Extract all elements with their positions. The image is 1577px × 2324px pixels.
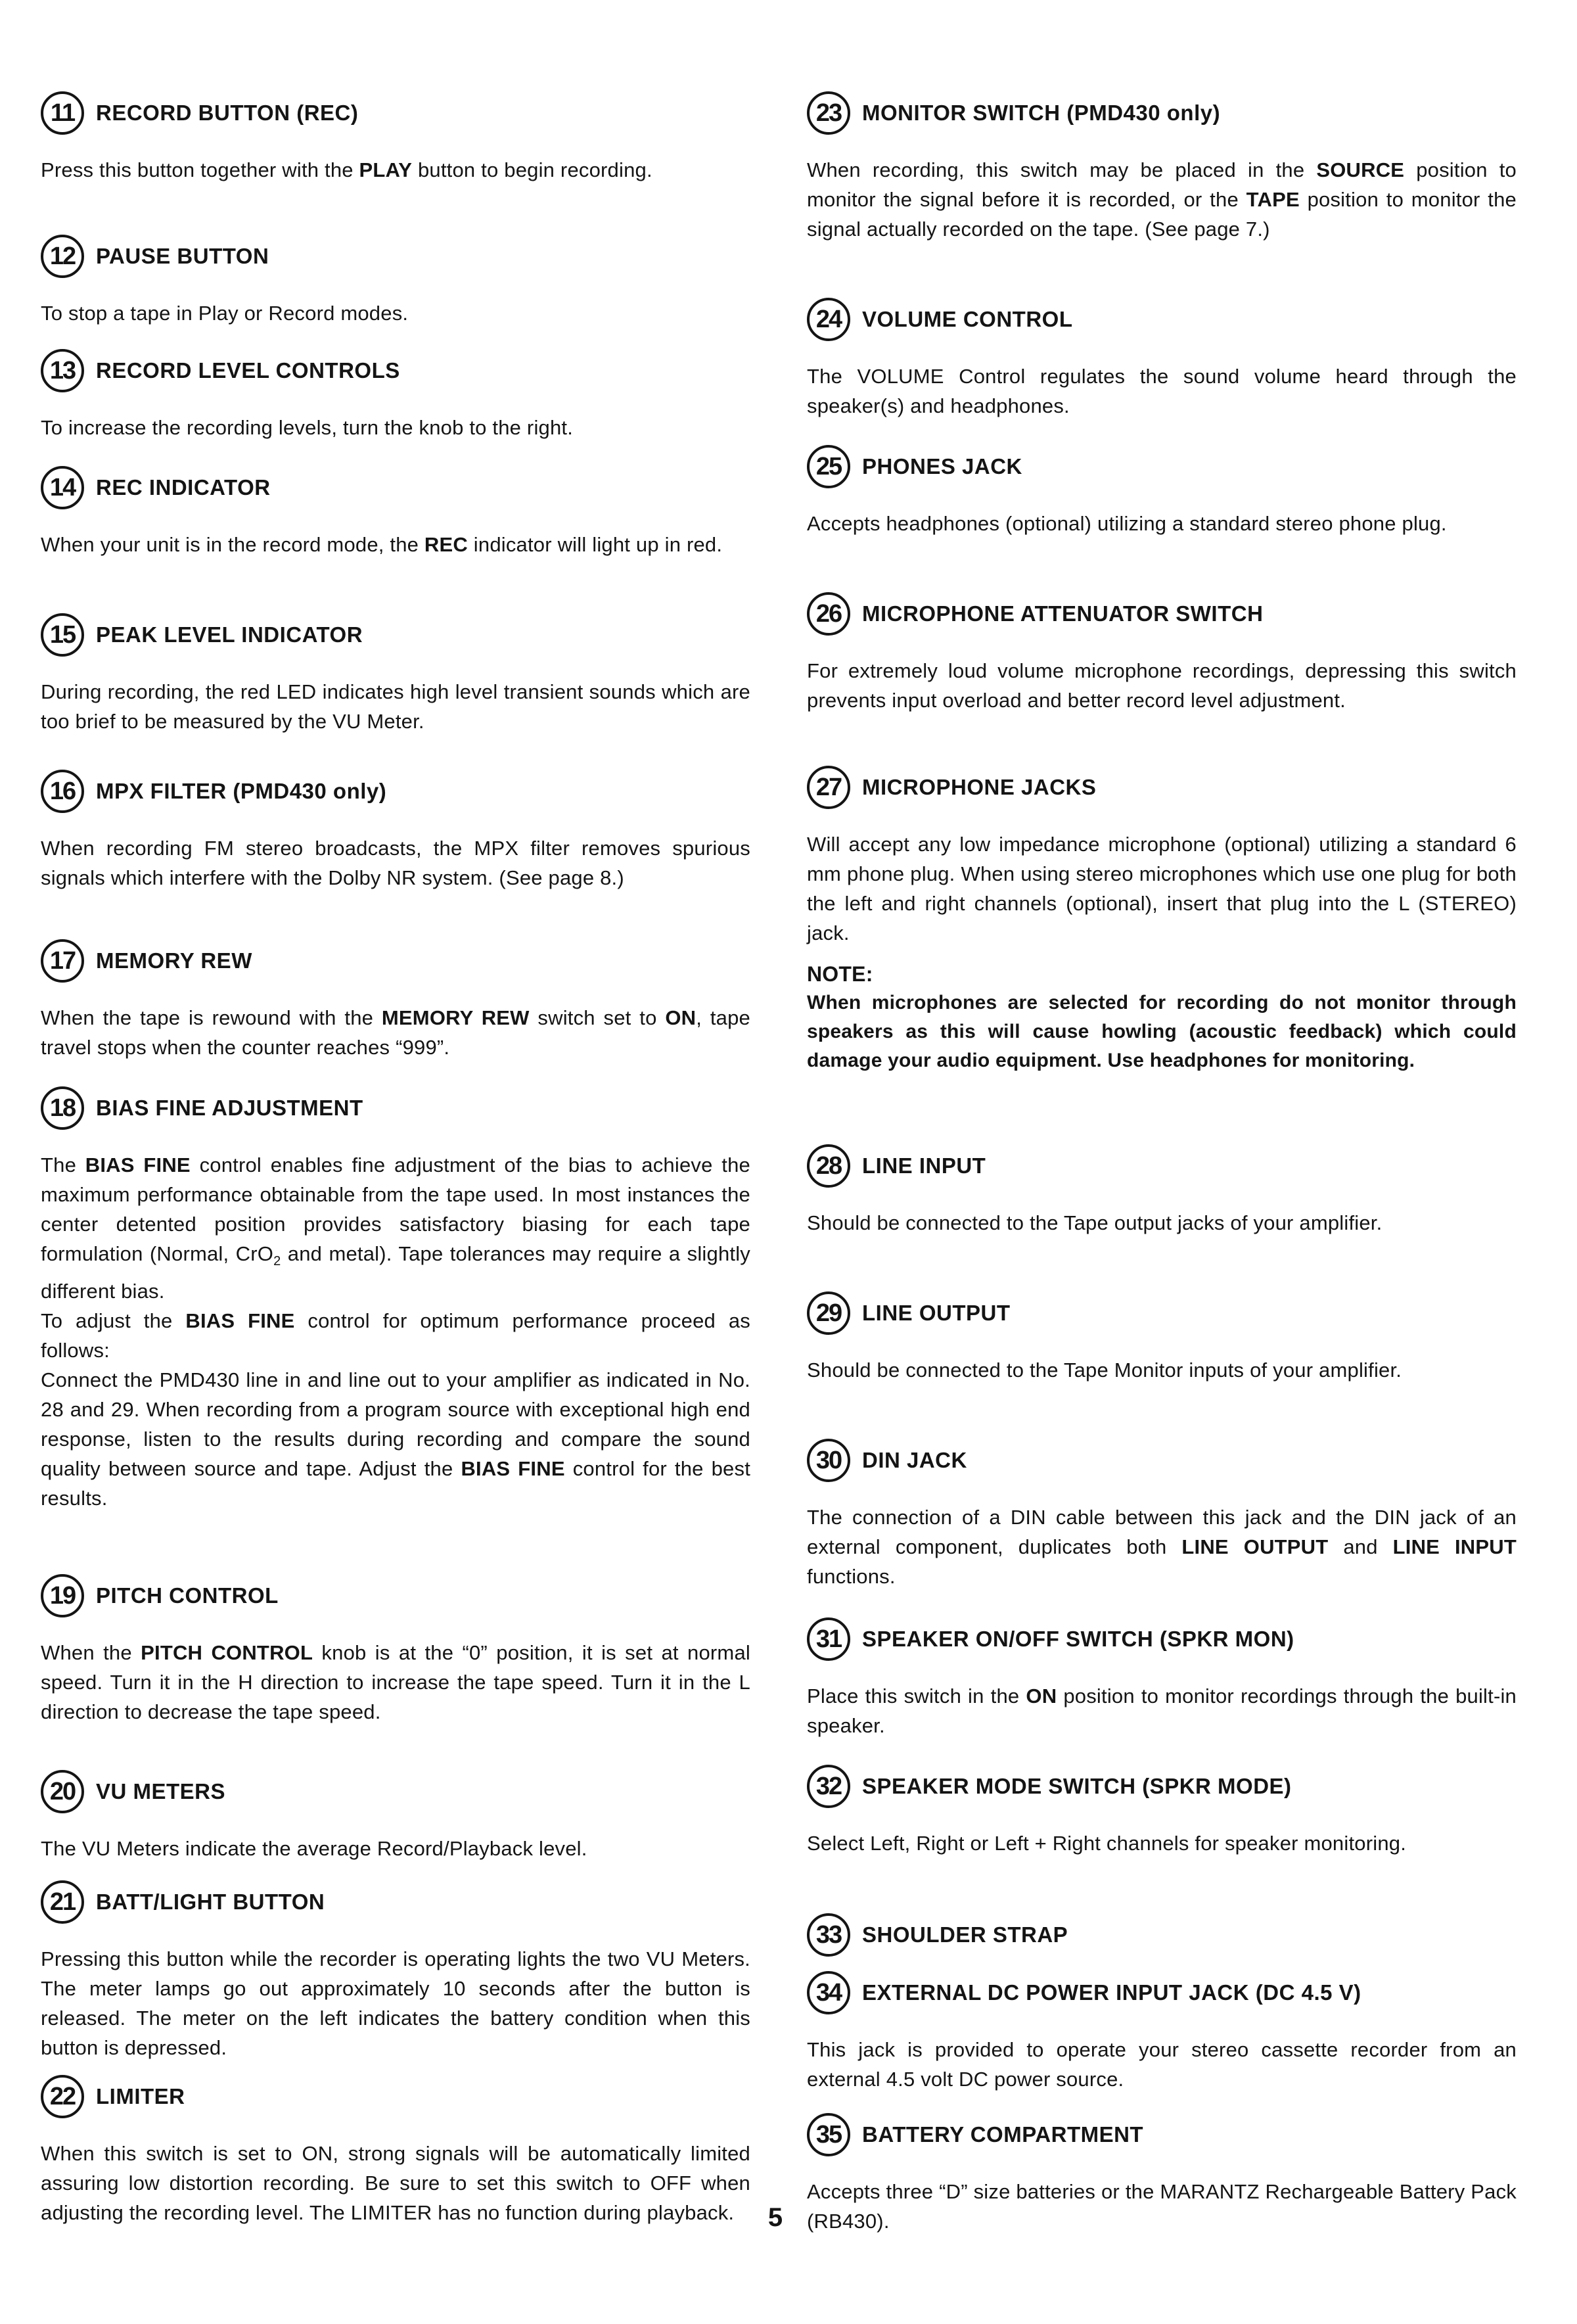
- circled-number-11-icon: 11: [41, 91, 84, 135]
- body-bold-text: BIAS FINE: [85, 1153, 191, 1176]
- section-body: This jack is provided to operate your stereo cassette recorder from an external 4.5 volt DC power source.: [807, 2038, 1517, 2091]
- note-title: NOTE:: [807, 962, 873, 986]
- section-heading: [41, 231, 750, 281]
- section-body: For extremely loud volume microphone recordings, depressing this switch prevents input overload and better record level adjustment.: [807, 659, 1517, 712]
- body-bold-text: PITCH CONTROL: [141, 1641, 313, 1664]
- body-text: switch set to: [529, 1006, 666, 1029]
- circled-number-14-icon: 14: [41, 466, 84, 509]
- right-column: [807, 0, 1517, 2324]
- body-bold-text: LINE: [1181, 1535, 1229, 1558]
- body-text: , tape travel stops when the counter reaches “999”.: [41, 1006, 750, 1059]
- circled-number-24-icon: 24: [807, 298, 850, 341]
- circled-number-29-icon: 29: [807, 1291, 850, 1335]
- circled-number-15-icon: 15: [41, 613, 84, 657]
- section-title: PAUSE BUTTON: [96, 244, 269, 268]
- circled-number-18-icon: 18: [41, 1086, 84, 1130]
- section-16: [41, 766, 750, 893]
- body-text: Press this button together with the: [41, 158, 359, 181]
- section-body: Accepts headphones (optional) utilizing a standard stereo phone plug.: [807, 512, 1447, 535]
- section-heading: [807, 762, 1517, 812]
- circled-number-19-icon: 19: [41, 1574, 84, 1617]
- body-bold-text: ON: [665, 1006, 697, 1029]
- section-body: To increase the recording levels, turn the knob to the right.: [41, 416, 574, 439]
- section-heading: [41, 1767, 750, 1817]
- section-title: RECORD LEVEL CONTROLS: [96, 358, 400, 383]
- circled-number-13-icon: 13: [41, 349, 84, 392]
- section-30: [807, 1435, 1517, 1591]
- section-body: To stop a tape in Play or Record modes.: [41, 302, 409, 325]
- circled-number-35-icon: 35: [807, 2113, 850, 2156]
- section-body: [41, 530, 750, 559]
- body-bold-text: OUTPUT: [1243, 1535, 1329, 1558]
- section-12: [41, 231, 750, 328]
- section-heading: [41, 2072, 750, 2122]
- body-text: Place this switch in the: [807, 1685, 1026, 1708]
- paragraph: [41, 1150, 750, 1306]
- body-text: position to monitor the signal before it is recorded, or the: [807, 158, 1517, 211]
- section-title: SPEAKER MODE SWITCH (SPKR MODE): [862, 1774, 1292, 1798]
- section-35: [807, 2110, 1517, 2236]
- section-34: [807, 1968, 1517, 2094]
- section-heading: [807, 1614, 1517, 1664]
- section-title: SPEAKER ON/OFF SWITCH (SPKR MON): [862, 1627, 1294, 1651]
- body-bold-text: BIAS FINE: [185, 1309, 295, 1333]
- paragraph: Will accept any low impedance microphone (optional) utilizing a standard 6 mm phone plug. When using stereo microphones which use one plug for both the left and right channels (optional), insert that plug into the L (STEREO) jack.: [807, 833, 1517, 944]
- section-title: MEMORY REW: [96, 948, 252, 973]
- body-bold-text: SOURCE: [1316, 158, 1405, 181]
- section-title: PEAK LEVEL INDICATOR: [96, 622, 363, 647]
- section-body: The VU Meters indicate the average Record/Playback level.: [41, 1837, 587, 1860]
- section-33: [807, 1910, 1517, 1960]
- section-body: Accepts three “D” size batteries or the MARANTZ Rechargeable Battery Pack (RB430).: [807, 2180, 1517, 2233]
- section-title: BIAS FINE ADJUSTMENT: [96, 1096, 363, 1120]
- section-heading: [807, 442, 1517, 492]
- circled-number-22-icon: 22: [41, 2075, 84, 2118]
- circled-number-26-icon: 26: [807, 592, 850, 636]
- body-text: Connect the PMD430 line in and line out to your amplifier as indicated in No. 28 and 29. When recording from a program source with exceptional high end response, listen to the results during recording and compare the sound quality between source and tape. Adjust the: [41, 1368, 750, 1481]
- body-bold-text: PLAY: [359, 158, 413, 181]
- circled-number-31-icon: 31: [807, 1617, 850, 1661]
- left-column: [41, 0, 750, 2324]
- body-bold-text: LINE INPUT: [1392, 1535, 1517, 1558]
- section-body: [41, 155, 750, 185]
- section-24: [807, 294, 1517, 421]
- section-18: [41, 1083, 750, 1513]
- section-title: BATT/LIGHT BUTTON: [96, 1890, 325, 1914]
- paragraph: [41, 1306, 750, 1365]
- circled-number-21-icon: 21: [41, 1880, 84, 1924]
- body-bold-text: BIAS FINE: [461, 1457, 565, 1481]
- circled-number-12-icon: 12: [41, 235, 84, 278]
- section-title: BATTERY COMPARTMENT: [862, 2122, 1144, 2147]
- section-body: When recording FM stereo broadcasts, the MPX filter removes spurious signals which interfere with the Dolby NR system. (See page 8.): [41, 837, 750, 889]
- section-11: [41, 88, 750, 185]
- subscript: 2: [273, 1254, 281, 1269]
- section-title: MICROPHONE ATTENUATOR SWITCH: [862, 601, 1264, 626]
- section-heading: [807, 1141, 1517, 1191]
- section-heading: [807, 589, 1517, 639]
- section-heading: [807, 88, 1517, 138]
- body-text: The: [41, 1153, 85, 1176]
- section-body: [807, 829, 1517, 1075]
- circled-number-20-icon: 20: [41, 1770, 84, 1813]
- body-bold-text: TAPE: [1246, 188, 1300, 211]
- section-heading: [41, 936, 750, 986]
- circled-number-23-icon: 23: [807, 91, 850, 135]
- section-body: [41, 1003, 750, 1062]
- section-29: [807, 1288, 1517, 1385]
- section-19: [41, 1571, 750, 1727]
- section-title: VOLUME CONTROL: [862, 307, 1073, 331]
- section-title: LIMITER: [96, 2084, 185, 2108]
- body-text: The connection of a DIN cable between this jack and the DIN jack of an external component, duplicates both: [807, 1506, 1517, 1558]
- section-heading: [807, 1910, 1517, 1960]
- body-bold-text: ON: [1026, 1685, 1057, 1708]
- body-bold-text: MEMORY REW: [381, 1006, 530, 1029]
- section-title: LINE OUTPUT: [862, 1301, 1011, 1325]
- section-body: [41, 1150, 750, 1513]
- body-text: and metal). Tape tolerances may require a slightly different bias.: [41, 1242, 750, 1303]
- body-text: position to monitor recordings through the built-in speaker.: [807, 1685, 1517, 1737]
- page-number: 5: [767, 2203, 783, 2232]
- section-20: [41, 1767, 750, 1863]
- section-body: Select Left, Right or Left + Right channels for speaker monitoring.: [807, 1832, 1407, 1855]
- circled-number-32-icon: 32: [807, 1765, 850, 1808]
- section-body: Should be connected to the Tape output jacks of your amplifier.: [807, 1211, 1383, 1234]
- body-text: [1229, 1535, 1244, 1558]
- circled-number-25-icon: 25: [807, 445, 850, 488]
- circled-number-33-icon: 33: [807, 1913, 850, 1957]
- section-body: The VOLUME Control regulates the sound volume heard through the speaker(s) and headphones.: [807, 365, 1517, 417]
- section-heading: [807, 294, 1517, 344]
- section-22: [41, 2072, 750, 2227]
- section-heading: [807, 1968, 1517, 2018]
- circled-number-28-icon: 28: [807, 1144, 850, 1188]
- section-title: DIN JACK: [862, 1448, 967, 1472]
- section-23: [807, 88, 1517, 244]
- body-text: and: [1328, 1535, 1393, 1558]
- body-bold-text: REC: [424, 533, 468, 556]
- section-body: Pressing this button while the recorder is operating lights the two VU Meters. The meter lamps go out approximately 10 seconds after the button is released. The meter on the left indicates the battery condition when this button is depressed.: [41, 1947, 750, 2059]
- body-text: functions.: [807, 1565, 896, 1588]
- section-15: [41, 610, 750, 736]
- section-title: LINE INPUT: [862, 1153, 986, 1178]
- circled-number-34-icon: 34: [807, 1971, 850, 2014]
- section-title: SHOULDER STRAP: [862, 1922, 1068, 1947]
- section-26: [807, 589, 1517, 715]
- section-title: RECORD BUTTON (REC): [96, 101, 359, 125]
- body-text: To adjust the: [41, 1309, 186, 1333]
- body-text: knob is at the “0” position, it is set at normal speed. Turn it in the H direction to increase the tape speed. Turn it in the L direction to decrease the tape speed.: [41, 1641, 750, 1723]
- body-text: When the: [41, 1641, 141, 1664]
- section-21: [41, 1877, 750, 2062]
- section-heading: [41, 610, 750, 660]
- body-text: button to begin recording.: [412, 158, 652, 181]
- circled-number-27-icon: 27: [807, 766, 850, 809]
- section-title: PHONES JACK: [862, 454, 1022, 478]
- section-heading: [807, 2110, 1517, 2160]
- body-text: control enables fine adjustment of the bias to achieve the maximum performance obtainable from the tape used. In most instances the center detented position provides satisfactory biasing for each tape formulation (Normal, CrO: [41, 1153, 750, 1265]
- body-text: control for the best results.: [41, 1457, 751, 1510]
- section-17: [41, 936, 750, 1062]
- circled-number-30-icon: 30: [807, 1439, 850, 1482]
- section-31: [807, 1614, 1517, 1740]
- section-body: During recording, the red LED indicates high level transient sounds which are too brief to be measured by the VU Meter.: [41, 680, 750, 733]
- section-heading: [41, 1877, 750, 1927]
- section-heading: [807, 1288, 1517, 1338]
- section-heading: [41, 1083, 750, 1133]
- section-heading: [41, 346, 750, 396]
- section-title: PITCH CONTROL: [96, 1583, 279, 1608]
- section-body: [807, 1681, 1517, 1740]
- section-body: [41, 1638, 750, 1727]
- circled-number-16-icon: 16: [41, 770, 84, 813]
- body-text: When recording, this switch may be placed in the: [807, 158, 1317, 181]
- section-body: [807, 155, 1517, 244]
- section-title: REC INDICATOR: [96, 475, 271, 500]
- paragraph: [41, 1365, 750, 1513]
- section-32: [807, 1761, 1517, 1858]
- note-body: When microphones are selected for recording do not monitor through speakers as this will cause howling (acoustic feedback) which could damage your audio equipment. Use headphones for monitoring.: [807, 992, 1517, 1071]
- section-body: Should be connected to the Tape Monitor inputs of your amplifier.: [807, 1359, 1402, 1382]
- section-heading: [41, 88, 750, 138]
- section-title: MONITOR SWITCH (PMD430 only): [862, 101, 1221, 125]
- section-heading: [41, 463, 750, 513]
- section-title: EXTERNAL DC POWER INPUT JACK (DC 4.5 V): [862, 1980, 1361, 2005]
- section-13: [41, 346, 750, 442]
- section-title: MPX FILTER (PMD430 only): [96, 779, 387, 803]
- circled-number-17-icon: 17: [41, 939, 84, 983]
- section-heading: [41, 766, 750, 816]
- body-text: When your unit is in the record mode, the: [41, 533, 424, 556]
- section-heading: [807, 1435, 1517, 1485]
- section-body: When this switch is set to ON, strong signals will be automatically limited assuring low distortion recording. Be sure to set this switch to OFF when adjusting the recording level. The LIMITER has no function during playback.: [41, 2142, 750, 2224]
- section-14: [41, 463, 750, 559]
- section-title: VU METERS: [96, 1779, 226, 1803]
- section-body: [807, 1502, 1517, 1591]
- body-text: position to monitor the signal actually recorded on the tape. (See page 7.): [807, 188, 1517, 241]
- body-text: indicator will light up in red.: [467, 533, 723, 556]
- section-heading: [41, 1571, 750, 1621]
- body-text: When the tape is rewound with the: [41, 1006, 382, 1029]
- body-text: control for optimum performance proceed as follows:: [41, 1309, 750, 1362]
- section-title: MICROPHONE JACKS: [862, 775, 1097, 799]
- section-28: [807, 1141, 1517, 1238]
- section-heading: [807, 1761, 1517, 1811]
- section-25: [807, 442, 1517, 538]
- section-27: [807, 762, 1517, 1075]
